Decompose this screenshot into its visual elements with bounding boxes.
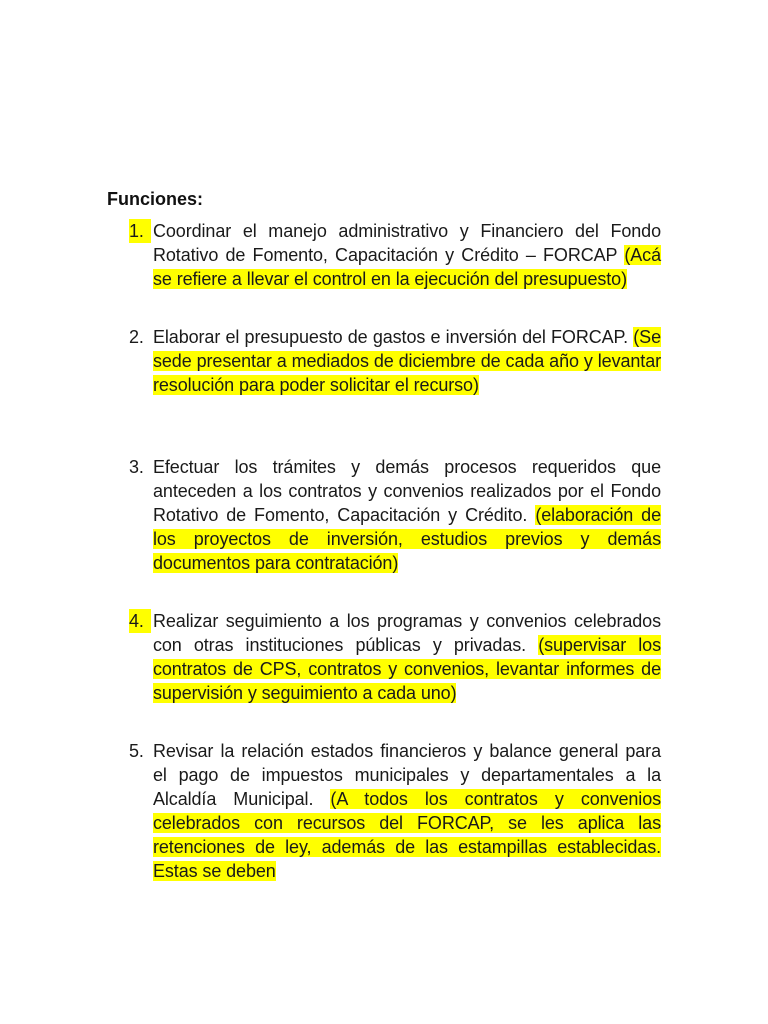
item-text: Revisar la relación estados financieros y balance general para el pago de impuestos municipales y departamentales a la Alcaldía Municipal.	[153, 741, 661, 809]
item-text: Coordinar el manejo administrativo y Financiero del Fondo Rotativo de Fomento, Capacitación y Crédito – FORCAP	[153, 221, 661, 265]
highlighted-note: (supervisar los contratos de CPS, contratos y convenios, levantar informes de supervisión y seguimiento a cada uno)	[153, 635, 661, 703]
highlighted-note: (Se sede presentar a mediados de diciembre de cada año y levantar resolución para poder solicitar el recurso)	[153, 327, 661, 395]
highlighted-note: (elaboración de los proyectos de inversión, estudios previos y demás documentos para contratación)	[153, 505, 661, 573]
list-number: 3.	[129, 457, 144, 477]
list-number: 5.	[129, 741, 144, 761]
list-item	[129, 455, 661, 575]
list-number: 2.	[129, 327, 144, 347]
highlighted-note: (Acá se refiere a llevar el control en la ejecución del presupuesto)	[153, 245, 661, 289]
functions-list	[0, 219, 768, 883]
item-text: Realizar seguimiento a los programas y convenios celebrados con otras instituciones públicas y privadas.	[153, 611, 661, 655]
list-number: 4.	[129, 609, 151, 633]
list-number: 1.	[129, 219, 151, 243]
section-heading: Funciones:	[107, 189, 204, 209]
highlighted-note: (A todos los contratos y convenios celebrados con recursos del FORCAP, se les aplica las retenciones de ley, además de las estampillas establecidas. Estas se deben	[153, 789, 662, 881]
item-text: Elaborar el presupuesto de gastos e inversión del FORCAP.	[153, 327, 634, 347]
list-item	[129, 219, 661, 291]
list-item	[129, 609, 661, 705]
list-item	[129, 325, 661, 397]
item-text: Efectuar los trámites y demás procesos requeridos que anteceden a los contratos y convenios realizados por el Fondo Rotativo de Fomento, Capacitación y Crédito.	[153, 457, 661, 525]
list-item	[129, 739, 662, 883]
